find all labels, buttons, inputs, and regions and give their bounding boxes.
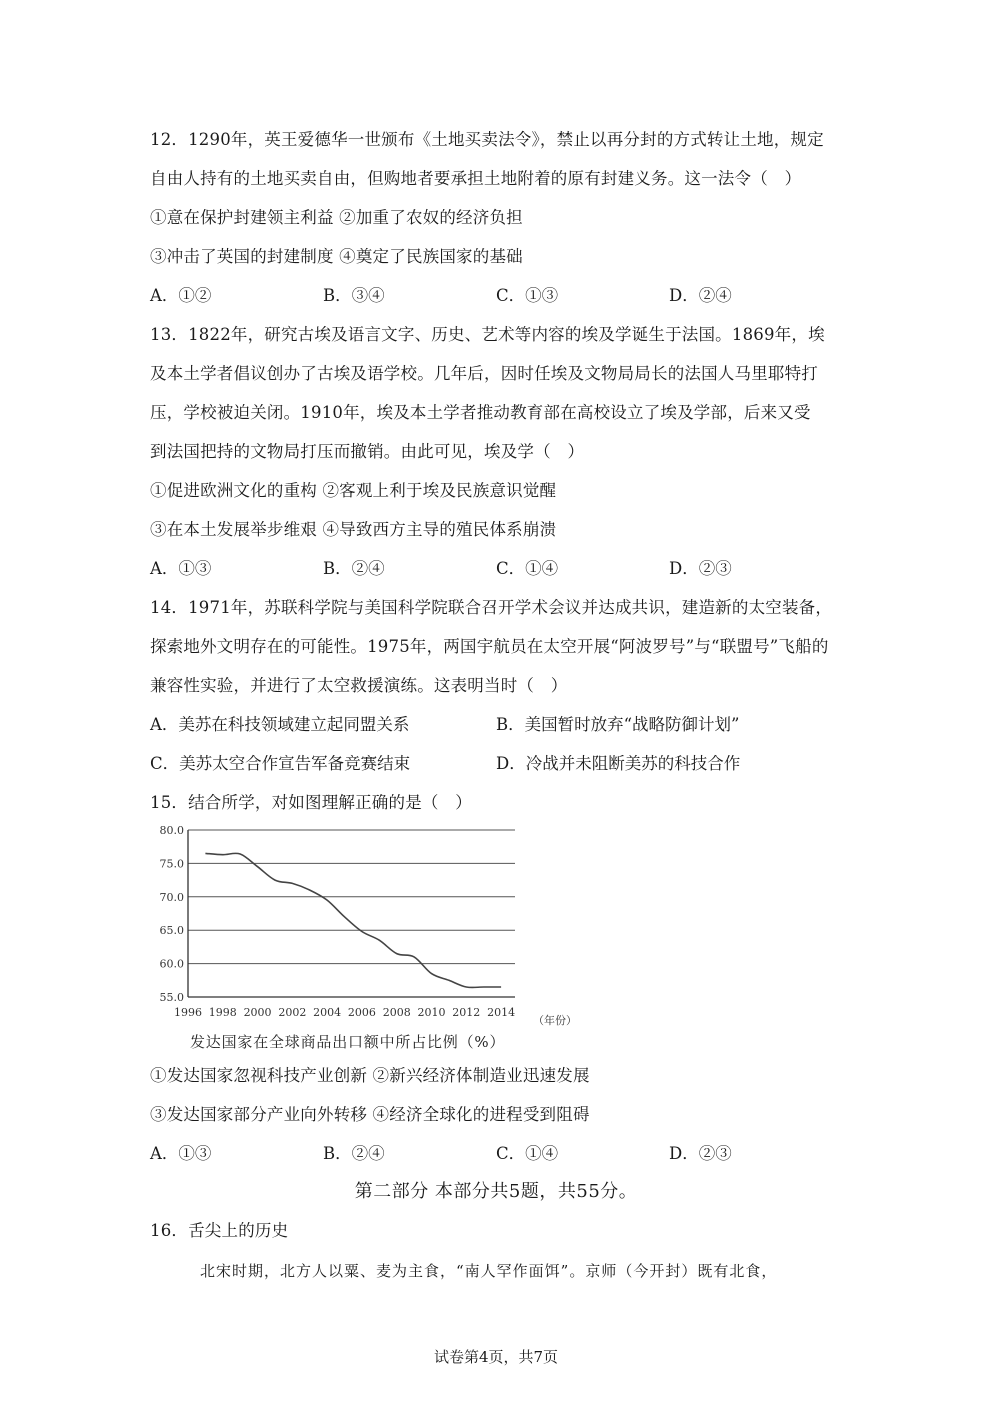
x-tick-label: 2012	[452, 1006, 481, 1019]
q15-stem: 15．结合所学，对如图理解正确的是（ ）	[150, 793, 472, 812]
q12-option-c: C．①③	[496, 286, 559, 305]
x-tick-label: 1998	[208, 1006, 237, 1019]
q16-text: 北宋时期，北方人以粟、麦为主食，“南人罕作面饵”。京师（今开封）既有北食，	[200, 1262, 778, 1280]
q12-option-b: B．③④	[323, 286, 385, 305]
x-tick-label: 2004	[313, 1006, 342, 1019]
chart-caption: 发达国家在全球商品出口额中所占比例（%）	[190, 1033, 506, 1051]
y-tick-label: 80.0	[159, 824, 184, 837]
q13-line-4: 到法国把持的文物局打压而撤销。由此可见，埃及学（ ）	[150, 442, 585, 461]
q12-option-a: A．①②	[150, 286, 212, 305]
q14-option-d: D．冷战并未阻断美苏的科技合作	[496, 754, 741, 773]
y-tick-label: 60.0	[159, 957, 184, 971]
q13-line-1: 13．1822年，研究古埃及语言文字、历史、艺术等内容的埃及学诞生于法国。1869年，埃	[150, 325, 825, 344]
q15-option-b: B．②④	[323, 1144, 385, 1163]
series-line	[205, 853, 501, 987]
x-tick-label: 2006	[347, 1006, 376, 1019]
x-tick-label: 1996	[174, 1006, 202, 1019]
q13-line-3: 压，学校被迫关闭。1910年，埃及本土学者推动教育部在高校设立了埃及学部，后来又受	[150, 403, 811, 422]
q15-line-2: ③发达国家部分产业向外转移 ④经济全球化的进程受到阻碍	[150, 1105, 590, 1124]
q15-option-c: C．①④	[496, 1144, 559, 1163]
q13-line-6: ③在本土发展举步维艰 ④导致西方主导的殖民体系崩溃	[150, 520, 557, 539]
part-two-title: 第二部分 本部分共5题，共55分。	[354, 1181, 638, 1202]
q15-option-a: A．①③	[150, 1144, 212, 1163]
x-tick-label: 2014	[487, 1006, 516, 1019]
q14-line-1: 14．1971年，苏联科学院与美国科学院联合召开学术会议并达成共识，建造新的太空装备，	[150, 598, 833, 617]
q16-title: 16．舌尖上的历史	[150, 1221, 289, 1240]
x-tick-label: 2000	[243, 1006, 272, 1019]
y-tick-label: 70.0	[159, 890, 184, 904]
q13-option-d: D．②③	[669, 559, 732, 578]
q13-line-2: 及本土学者倡议创办了古埃及语学校。几年后，因时任埃及文物局局长的法国人马里耶特打	[150, 364, 818, 383]
q13-option-c: C．①④	[496, 559, 559, 578]
q14-option-b: B．美国暂时放弃“战略防御计划”	[496, 715, 740, 734]
q13-option-b: B．②④	[323, 559, 385, 578]
q14-option-c: C．美苏太空合作宣告军备竞赛结束	[150, 754, 411, 773]
q14-line-2: 探索地外文明存在的可能性。1975年，两国宇航员在太空开展“阿波罗号”与“联盟号”飞船的	[150, 637, 829, 656]
q12-line-1: 12．1290年，英王爱德华一世颁布《土地买卖法令》，禁止以再分封的方式转让土地，规定	[150, 130, 824, 149]
chart-grid	[188, 830, 515, 964]
q14-line-3: 兼容性实验，并进行了太空救援演练。这表明当时（ ）	[150, 676, 568, 695]
page-footer: 试卷第4页，共7页	[433, 1348, 559, 1366]
q14-option-a: A．美苏在科技领域建立起同盟关系	[150, 715, 410, 734]
q12-line-2: 自由人持有的土地买卖自由，但购地者要承担土地附着的原有封建义务。这一法令（ ）	[150, 169, 802, 188]
q12-option-d: D．②④	[669, 286, 732, 305]
q15-line-1: ①发达国家忽视科技产业创新 ②新兴经济体制造业迅速发展	[150, 1066, 590, 1085]
x-tick-label: 2002	[278, 1006, 307, 1019]
chart-axes	[188, 830, 515, 997]
q12-line-4: ③冲击了英国的封建制度 ④奠定了民族国家的基础	[150, 247, 523, 266]
q15-option-d: D．②③	[669, 1144, 732, 1163]
y-tick-labels	[160, 824, 185, 1004]
y-tick-label: 75.0	[159, 857, 184, 871]
x-tick-label: 2010	[417, 1006, 446, 1019]
q13-line-5: ①促进欧洲文化的重构 ②客观上利于埃及民族意识觉醒	[150, 481, 557, 500]
q13-option-a: A．①③	[150, 559, 212, 578]
y-tick-label: 65.0	[159, 924, 184, 938]
export-share-line-chart	[150, 822, 580, 1057]
q12-line-3: ①意在保护封建领主利益 ②加重了农奴的经济负担	[150, 208, 523, 227]
x-axis-label: （年份）	[533, 1014, 577, 1027]
y-tick-label: 55.0	[159, 991, 184, 1004]
x-tick-labels	[174, 1006, 515, 1019]
x-tick-label: 2008	[382, 1006, 411, 1019]
